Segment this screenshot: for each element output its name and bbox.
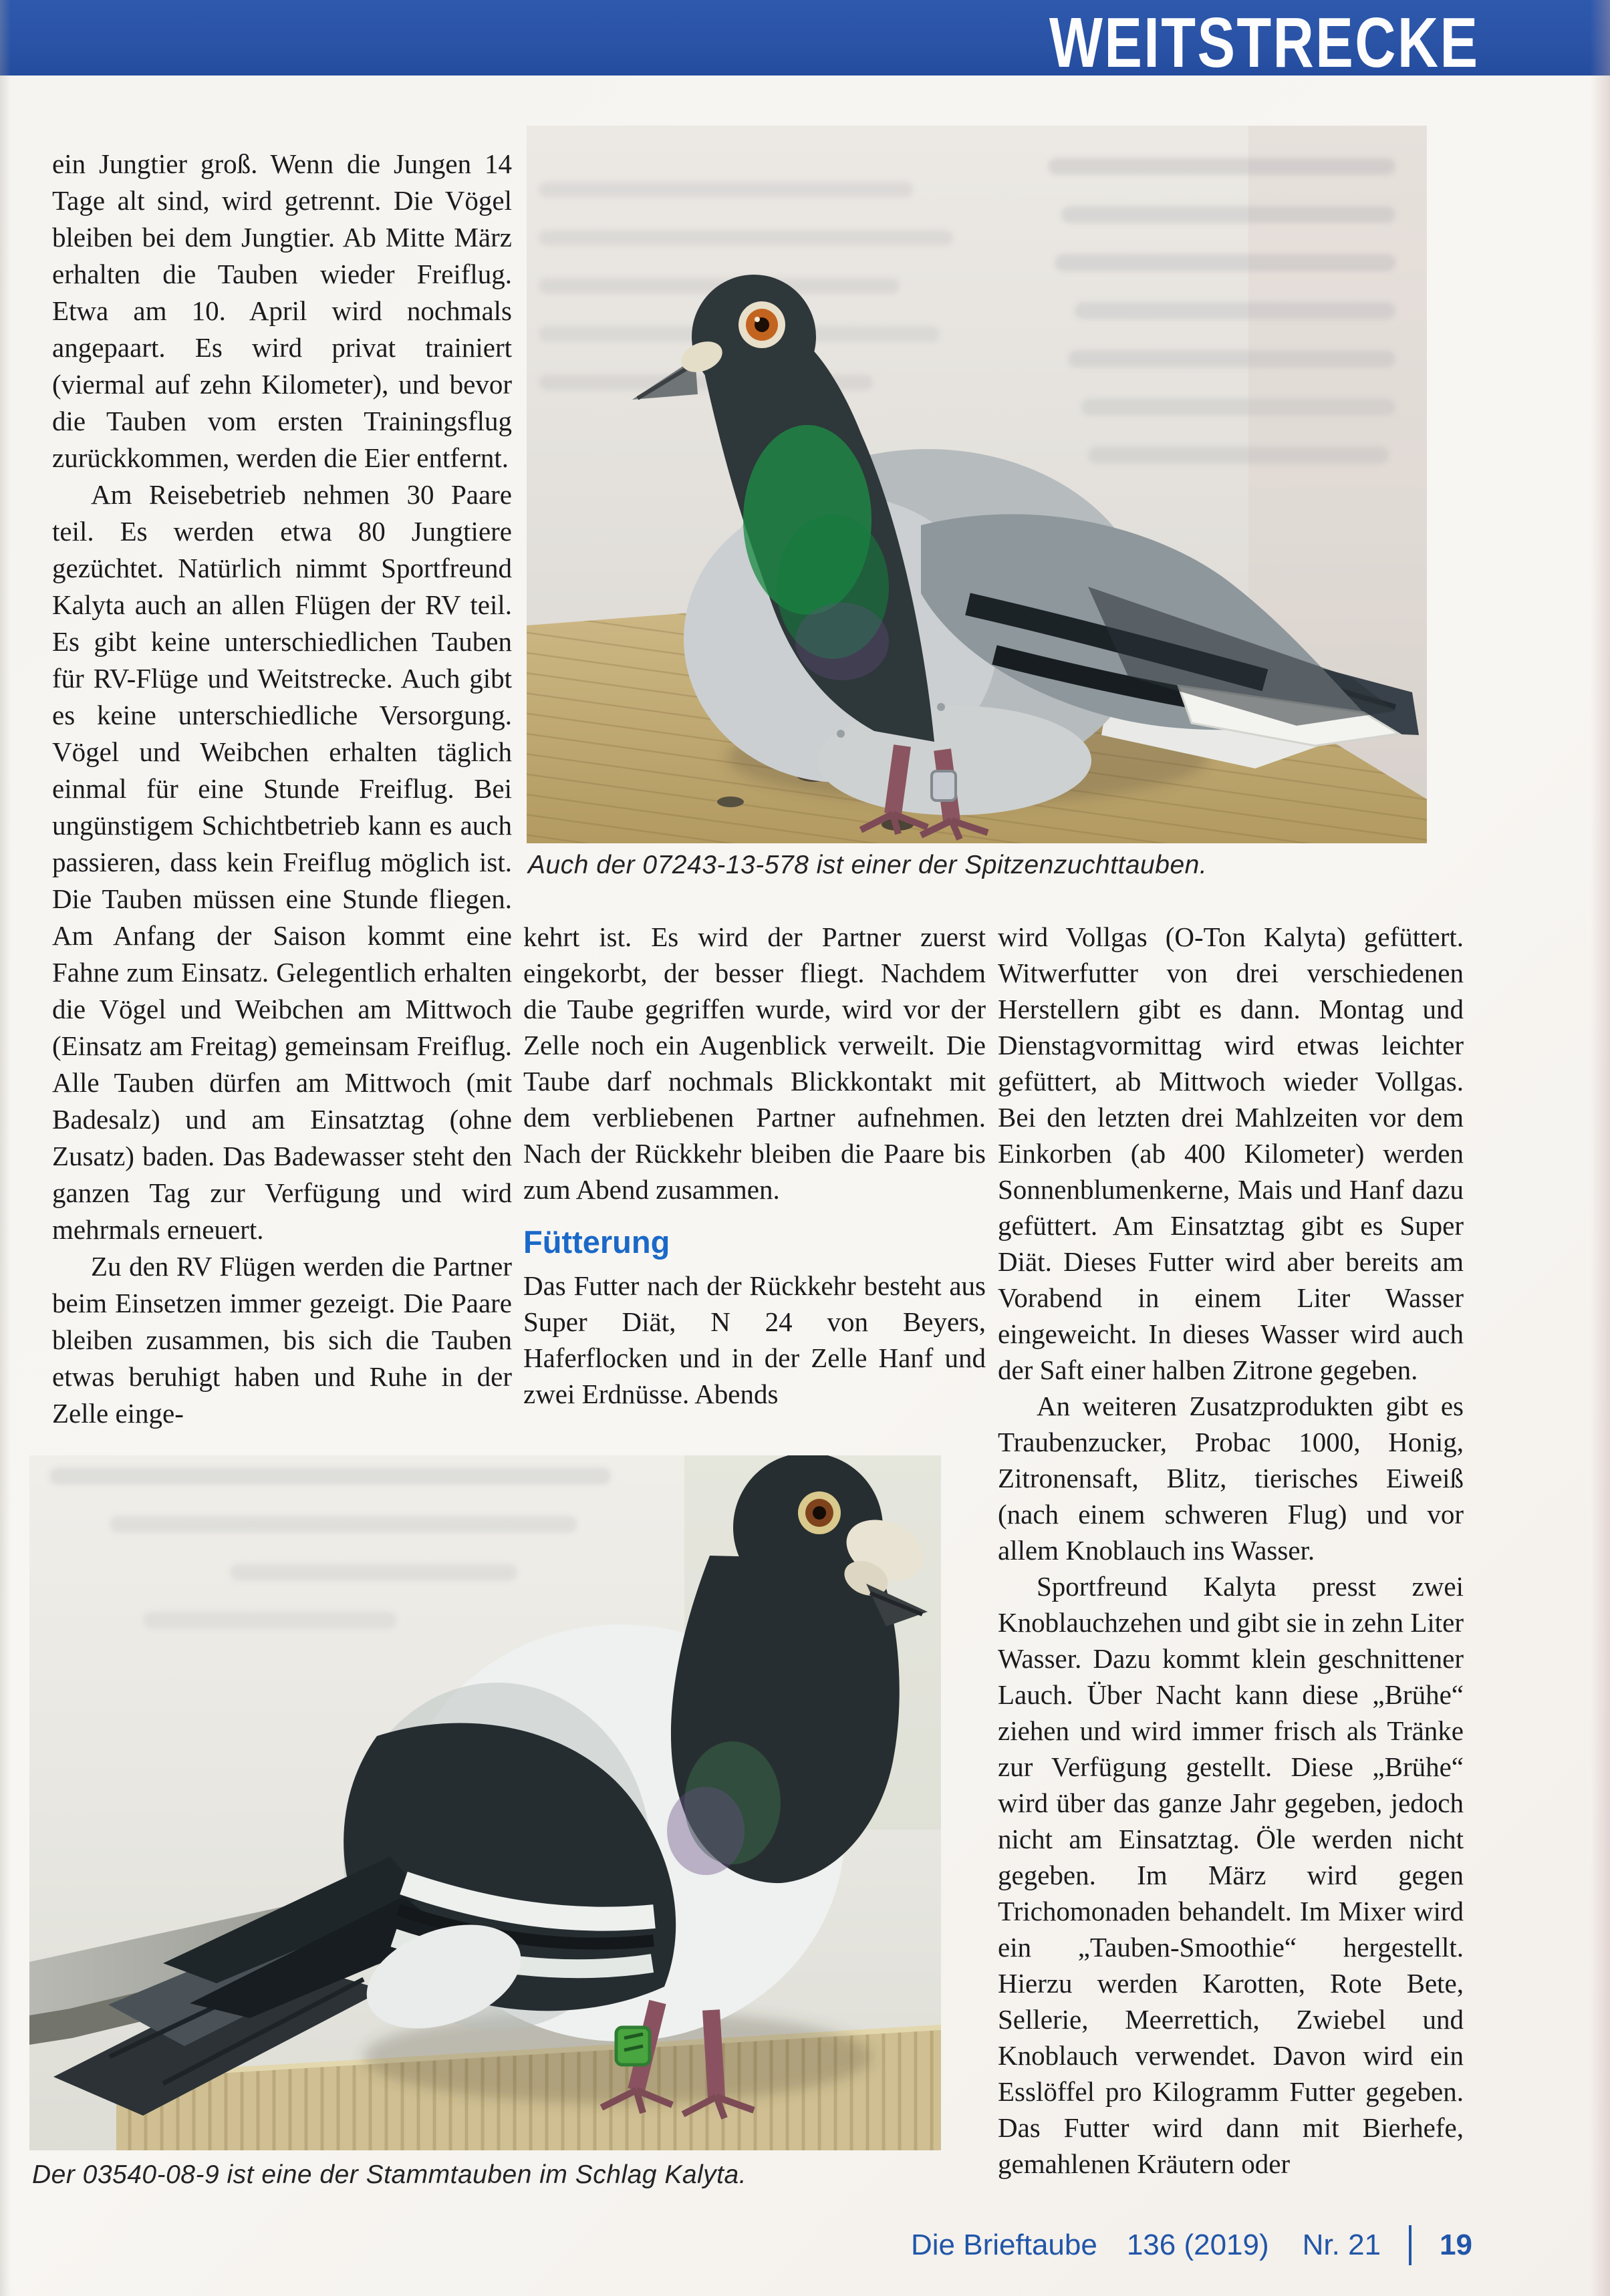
paragraph: Zu den RV Flügen werden die Partner beim Einsetzen immer gezeigt. Die Paare bleiben zusammen, bis sich die Tauben etwas beruhigt haben und Ruhe in der Zelle einge- (52, 1251, 512, 1429)
photo-top-pigeon (527, 126, 1427, 843)
article-column-2 (523, 919, 986, 1412)
article-column-3 (998, 919, 1464, 2182)
page-footer (911, 2225, 1472, 2265)
page-number: 19 (1440, 2229, 1472, 2261)
issue-number: Nr. 21 (1302, 2229, 1381, 2261)
page-edge-right (1590, 0, 1610, 2296)
page-edge-left (0, 0, 11, 2296)
magazine-name: Die Brieftaube (911, 2229, 1097, 2261)
paragraph: ein Jungtier groß. Wenn die Jungen 14 Tage alt sind, wird getrennt. Die Vögel bleiben bei dem Jungtier. Ab Mitte März erhalten die Tauben wieder Freiflug. Etwa am 10. April wird nochmals angepaart. Es wird privat trainiert (viermal auf zehn Kilometer), und bevor die Tauben vom ersten Trainingsflug zurückkommen, werden die Eier entfernt. (52, 148, 512, 473)
page-title: WEITSTRECKE (1049, 3, 1479, 82)
pigeon-illustration-1 (527, 126, 1427, 843)
paragraph: Das Futter nach der Rückkehr besteht aus Super Diät, N 24 von Beyers, Haferflocken und in der Zelle Hanf und zwei Erdnüsse. Abends (523, 1270, 986, 1409)
paragraph: Am Reisebetrieb nehmen 30 Paare teil. Es werden etwa 80 Jungtiere gezüchtet. Natürlich nimmt Sportfreund Kalyta auch an allen Flügen der RV teil. Es gibt keine unterschiedlichen Tauben für RV-Flüge und Weitstrecke. Auch gibt es keine unterschiedliche Versorgung. Vögel und Weibchen erhalten täglich einmal für eine Stunde Freiflug. Bei ungünstigem Schichtbetrieb kann es auch passieren, dass kein Freiflug möglich ist. Die Tauben müssen eine Stunde fliegen. Am Anfang der Saison kommt eine Fahne zum Einsatz. Gelegentlich erhalten die Vögel und Weibchen am Mittwoch (Einsatz am Freitag) gemeinsam Freiflug. Alle Tauben dürfen am Mittwoch (mit Badesalz) und am Einsatztag (ohne Zusatz) baden. Das Badewasser steht den ganzen Tag zur Verfügung und wird mehrmals erneuert. (52, 479, 512, 1245)
paragraph: An weiteren Zusatzprodukten gibt es Traubenzucker, Probac 1000, Honig, Zitronensaft, Blitz, tierisches Eiweiß (nach einem schweren Flug) und vor allem Knoblauch ins Wasser. (998, 1391, 1464, 1566)
pigeon-illustration-2 (29, 1455, 941, 2150)
paragraph: Sportfreund Kalyta presst zwei Knoblauchzehen und gibt sie in zehn Liter Wasser. Dazu kommt klein geschnittener Lauch. Über Nacht kann diese „Brühe“ ziehen und wird immer frisch als Tränke zur Verfügung gestellt. Diese „Brühe“ wird über das ganze Jahr gegeben, jedoch nicht am Einsatztag. Öle werden nicht gegeben. Im März wird gegen Trichomonaden behandelt. Im Mixer wird ein „Tauben-Smoothie“ hergestellt. Hierzu werden Karotten, Rote Bete, Sellerie, Meerrettich, Zwiebel und Knoblauch verwendet. Davon wird ein Esslöffel pro Kilogramm Futter gegeben. Das Futter wird dann mit Bierhefe, gemahlenen Kräutern oder (998, 1571, 1464, 2179)
section-heading-fuetterung: Fütterung (523, 1224, 670, 1260)
footer-divider (1409, 2225, 1412, 2265)
article-column-1 (52, 146, 512, 1432)
photo-bottom-pigeon (29, 1455, 941, 2150)
paragraph: kehrt ist. Es wird der Partner zuerst eingekorbt, der besser fliegt. Nachdem die Taube gegriffen wurde, wird vor der Zelle noch ein Augenblick verweilt. Die Taube darf nochmals Blickkontakt mit dem verbliebenen Partner aufnehmen. Nach der Rückkehr bleiben die Paare bis zum Abend zusammen. (523, 921, 986, 1205)
volume-year: 136 (2019) (1126, 2229, 1269, 2261)
header-bar (0, 0, 1610, 82)
paragraph: wird Vollgas (O-Ton Kalyta) gefüttert. Witwerfutter von drei verschiedenen Herstellern gibt es dann. Montag und Dienstagvormittag wird etwas leichter gefüttert, ab Mittwoch wieder Vollgas. Bei den letzten drei Mahlzeiten vor dem Einkorben (ab 400 Kilometer) werden Sonnenblumenkerne, Mais und Hanf dazu gefüttert. Am Einsatztag gibt es Super Diät. Dieses Futter wird aber bereits am Vorabend in einem Liter Wasser eingeweicht. In dieses Wasser wird auch der Saft einer halben Zitrone gegeben. (998, 921, 1464, 1385)
photo-caption-2: Der 03540-08-9 ist eine der Stammtauben im Schlag Kalyta. (32, 2160, 747, 2189)
photo-caption-1: Auch der 07243-13-578 ist einer der Spitzenzuchttauben. (528, 851, 1208, 879)
